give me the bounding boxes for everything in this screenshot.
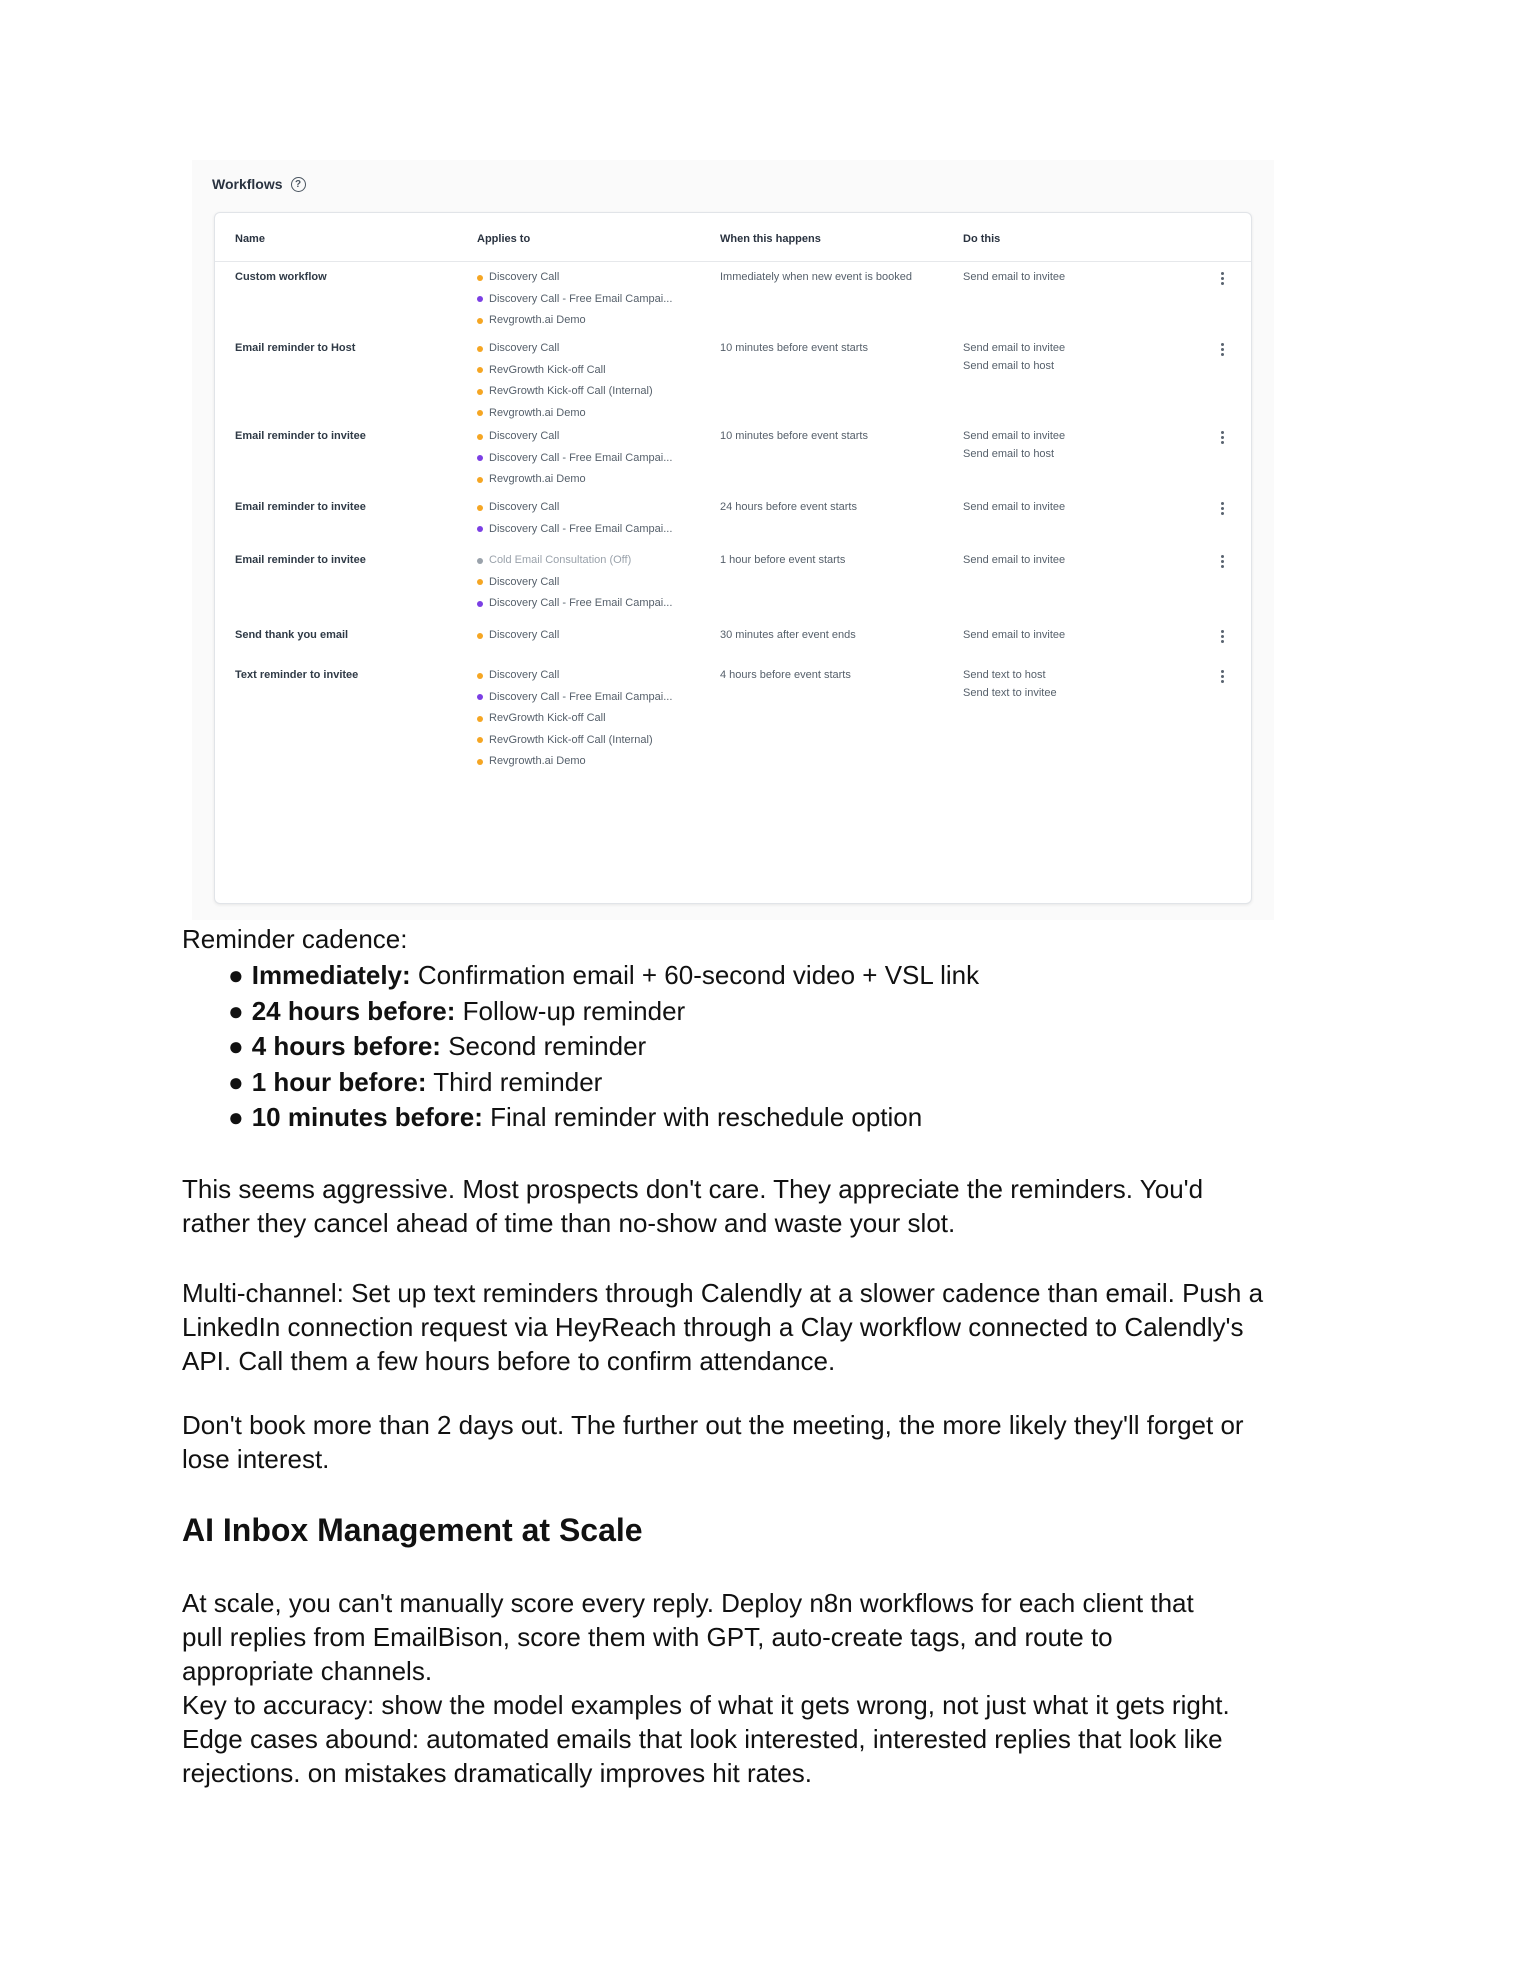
event-color-dot-icon (477, 759, 483, 765)
event-type-item (477, 597, 672, 619)
event-type-item (477, 755, 672, 777)
action-text: Send email to host (963, 360, 1055, 372)
trigger-text: 10 minutes before event starts (720, 342, 868, 354)
cadence-item-term: 10 minutes before: (251, 1102, 483, 1132)
cadence-item-text: Follow-up reminder (455, 995, 686, 1026)
bullet-icon: ● (228, 1102, 244, 1132)
event-type-item (477, 691, 672, 713)
action-text: Send text to host (963, 669, 1046, 681)
cadence-list (228, 958, 979, 1136)
more-options-icon[interactable] (1216, 431, 1228, 444)
actions-list (963, 271, 1065, 289)
cadence-item (228, 1100, 979, 1136)
text-line: lose interest. (182, 1444, 330, 1474)
help-icon[interactable]: ? (291, 177, 306, 192)
event-type-item (477, 342, 653, 364)
column-header-name: Name (235, 233, 265, 245)
event-color-dot-icon (477, 737, 483, 743)
bullet-icon: ● (228, 995, 244, 1026)
menu-dot (1221, 272, 1224, 275)
event-color-dot-icon (477, 367, 483, 373)
cadence-item-text: Final reminder with reschedule option (482, 1102, 923, 1132)
menu-dot (1221, 670, 1224, 673)
menu-dot (1221, 507, 1224, 510)
text-line: Edge cases abound: automated emails that look interested, interested replies that look like (182, 1724, 1223, 1754)
menu-dot (1221, 343, 1224, 346)
cadence-item (228, 1029, 979, 1065)
event-type-item (477, 407, 653, 429)
event-color-dot-icon (477, 526, 483, 532)
menu-dot (1221, 560, 1224, 563)
cadence-item-text: Confirmation email + 60-second video + VSL link (410, 960, 980, 990)
event-type-label: RevGrowth Kick-off Call (489, 363, 606, 376)
workflow-name[interactable]: Text reminder to invitee (235, 669, 359, 681)
paragraph-ai-inbox (182, 1586, 1230, 1790)
cadence-item-term: 1 hour before: (251, 1066, 427, 1097)
column-header-applies-to: Applies to (477, 233, 531, 245)
column-header-when: When this happens (720, 233, 821, 245)
trigger-text: 24 hours before event starts (720, 501, 857, 513)
applies-to-list (477, 669, 672, 777)
applies-to-list (477, 629, 559, 651)
event-type-item (477, 734, 672, 756)
menu-dot (1221, 348, 1224, 351)
event-type-label: Discovery Call (489, 501, 560, 514)
event-color-dot-icon (477, 579, 483, 585)
event-type-item (477, 430, 672, 452)
bullet-icon: ● (228, 1066, 244, 1097)
bullet-icon: ● (228, 960, 244, 990)
cadence-item (228, 1065, 979, 1101)
event-color-dot-icon (477, 477, 483, 483)
event-type-item (477, 501, 672, 523)
cadence-item-term: 4 hours before: (251, 1031, 441, 1061)
event-type-label: Cold Email Consultation (Off) (489, 554, 632, 567)
event-color-dot-icon (477, 558, 483, 564)
section-heading: AI Inbox Management at Scale (182, 1512, 643, 1548)
workflows-table (214, 212, 1252, 904)
event-color-dot-icon (477, 410, 483, 416)
text-line: At scale, you can't manually score every reply. Deploy n8n workflows for each client that (182, 1588, 1194, 1618)
event-type-label: Revgrowth.ai Demo (489, 473, 586, 486)
event-type-label: Discovery Call - Free Email Campai... (489, 597, 673, 610)
text-line: LinkedIn connection request via HeyReach through a Clay workflow connected to Calendly's (182, 1312, 1244, 1342)
event-type-item (477, 385, 653, 407)
event-type-label: Discovery Call (489, 342, 560, 355)
event-type-label: Revgrowth.ai Demo (489, 406, 586, 419)
applies-to-list (477, 501, 672, 544)
trigger-text: 1 hour before event starts (720, 554, 846, 566)
text-line: Multi-channel: Set up text reminders through Calendly at a slower cadence than email. Push a (182, 1278, 1264, 1308)
event-type-item (477, 271, 672, 293)
menu-dot (1221, 635, 1224, 638)
column-header-do-this: Do this (963, 233, 1001, 245)
workflows-screenshot (192, 160, 1274, 920)
cadence-item-text: Third reminder (426, 1066, 603, 1097)
event-type-item (477, 576, 672, 598)
menu-dot (1221, 277, 1224, 280)
paragraph-booking-window (182, 1408, 1244, 1476)
event-type-item (477, 473, 672, 495)
menu-dot (1221, 436, 1224, 439)
event-type-label: Discovery Call (489, 575, 560, 588)
trigger-text: 30 minutes after event ends (720, 629, 856, 641)
menu-dot (1221, 630, 1224, 633)
event-color-dot-icon (477, 716, 483, 722)
event-type-item (477, 554, 672, 576)
event-type-label: RevGrowth Kick-off Call (Internal) (489, 385, 653, 398)
workflow-name[interactable]: Email reminder to Host (235, 342, 356, 354)
more-options-icon[interactable] (1216, 343, 1228, 356)
event-type-item (477, 669, 672, 691)
event-type-item (477, 364, 653, 386)
more-options-icon[interactable] (1216, 272, 1228, 285)
menu-dot (1221, 675, 1224, 678)
event-color-dot-icon (477, 633, 483, 639)
action-text: Send text to invitee (963, 687, 1057, 699)
event-type-label: Discovery Call - Free Email Campai... (489, 522, 673, 535)
text-line: pull replies from EmailBison, score them with GPT, auto-create tags, and route to (182, 1622, 1113, 1652)
workflow-name[interactable]: Email reminder to invitee (235, 501, 366, 513)
cadence-item-text: Second reminder (440, 1031, 647, 1061)
event-type-label: Discovery Call - Free Email Campai... (489, 690, 673, 703)
workflow-name[interactable]: Email reminder to invitee (235, 430, 366, 442)
workflows-title (212, 176, 306, 192)
cadence-label: Reminder cadence: (182, 924, 408, 954)
menu-dot (1221, 502, 1224, 505)
menu-dot (1221, 680, 1224, 683)
event-type-label: Discovery Call (489, 669, 560, 682)
event-color-dot-icon (477, 296, 483, 302)
text-line: rather they cancel ahead of time than no-show and waste your slot. (182, 1208, 956, 1238)
more-options-icon[interactable] (1216, 555, 1228, 568)
menu-dot (1221, 353, 1224, 356)
text-line: Key to accuracy: show the model examples of what it gets wrong, not just what it gets right. (182, 1690, 1230, 1720)
actions-list (963, 501, 1065, 519)
text-line: appropriate channels. (182, 1656, 433, 1686)
action-text: Send email to invitee (963, 342, 1066, 354)
menu-dot (1221, 555, 1224, 558)
actions-list (963, 342, 1065, 378)
action-text: Send email to invitee (963, 629, 1066, 641)
paragraph-multi-channel (182, 1276, 1263, 1378)
applies-to-list (477, 430, 672, 495)
menu-dot (1221, 512, 1224, 515)
menu-dot (1221, 565, 1224, 568)
cadence-item (228, 994, 979, 1030)
event-color-dot-icon (477, 673, 483, 679)
text-line: This seems aggressive. Most prospects don't care. They appreciate the reminders. You'd (182, 1174, 1204, 1204)
menu-dot (1221, 431, 1224, 434)
action-text: Send email to invitee (963, 271, 1066, 283)
event-color-dot-icon (477, 434, 483, 440)
more-options-icon[interactable] (1216, 502, 1228, 515)
more-options-icon[interactable] (1216, 630, 1228, 643)
actions-list (963, 669, 1057, 705)
event-type-label: Discovery Call - Free Email Campai... (489, 292, 673, 305)
workflow-name[interactable]: Send thank you email (235, 629, 349, 641)
workflows-title-text: Workflows (212, 176, 283, 192)
cadence-item-term: 24 hours before: (251, 995, 456, 1026)
workflow-name[interactable]: Custom workflow (235, 271, 327, 283)
event-type-label: RevGrowth Kick-off Call (Internal) (489, 733, 653, 746)
action-text: Send email to invitee (963, 554, 1066, 566)
event-color-dot-icon (477, 275, 483, 281)
event-color-dot-icon (477, 318, 483, 324)
event-color-dot-icon (477, 346, 483, 352)
cadence-item (228, 958, 979, 994)
text-line: API. Call them a few hours before to confirm attendance. (182, 1346, 836, 1376)
event-type-label: Discovery Call (489, 271, 560, 284)
applies-to-list (477, 554, 672, 619)
event-type-label: Discovery Call (489, 629, 560, 642)
action-text: Send email to invitee (963, 430, 1066, 442)
actions-list (963, 430, 1065, 466)
paragraph-aggressive (182, 1172, 1203, 1240)
menu-dot (1221, 441, 1224, 444)
event-type-item (477, 629, 559, 651)
event-type-label: Revgrowth.ai Demo (489, 314, 586, 327)
text-line: Don't book more than 2 days out. The further out the meeting, the more likely they'll forget or (182, 1410, 1244, 1440)
event-type-item (477, 712, 672, 734)
menu-dot (1221, 640, 1224, 643)
trigger-text: 4 hours before event starts (720, 669, 851, 681)
action-text: Send email to host (963, 448, 1055, 460)
event-color-dot-icon (477, 694, 483, 700)
action-text: Send email to invitee (963, 501, 1066, 513)
trigger-text: Immediately when new event is booked (720, 271, 912, 283)
event-color-dot-icon (477, 505, 483, 511)
event-type-label: Discovery Call (489, 430, 560, 443)
bullet-icon: ● (228, 1031, 244, 1061)
actions-list (963, 554, 1065, 572)
event-color-dot-icon (477, 601, 483, 607)
text-line: rejections. on mistakes dramatically improves hit rates. (182, 1758, 813, 1788)
header-divider (215, 261, 1251, 262)
cadence-item-term: Immediately: (251, 960, 411, 990)
applies-to-list (477, 271, 672, 336)
actions-list (963, 629, 1065, 647)
applies-to-list (477, 342, 653, 428)
event-type-label: RevGrowth Kick-off Call (489, 712, 606, 725)
event-type-item (477, 523, 672, 545)
trigger-text: 10 minutes before event starts (720, 430, 868, 442)
event-type-item (477, 314, 672, 336)
event-type-item (477, 452, 672, 474)
event-type-label: Discovery Call - Free Email Campai... (489, 451, 673, 464)
menu-dot (1221, 282, 1224, 285)
more-options-icon[interactable] (1216, 670, 1228, 683)
event-color-dot-icon (477, 389, 483, 395)
event-type-item (477, 293, 672, 315)
workflow-name[interactable]: Email reminder to invitee (235, 554, 366, 566)
event-color-dot-icon (477, 455, 483, 461)
event-type-label: Revgrowth.ai Demo (489, 755, 586, 768)
